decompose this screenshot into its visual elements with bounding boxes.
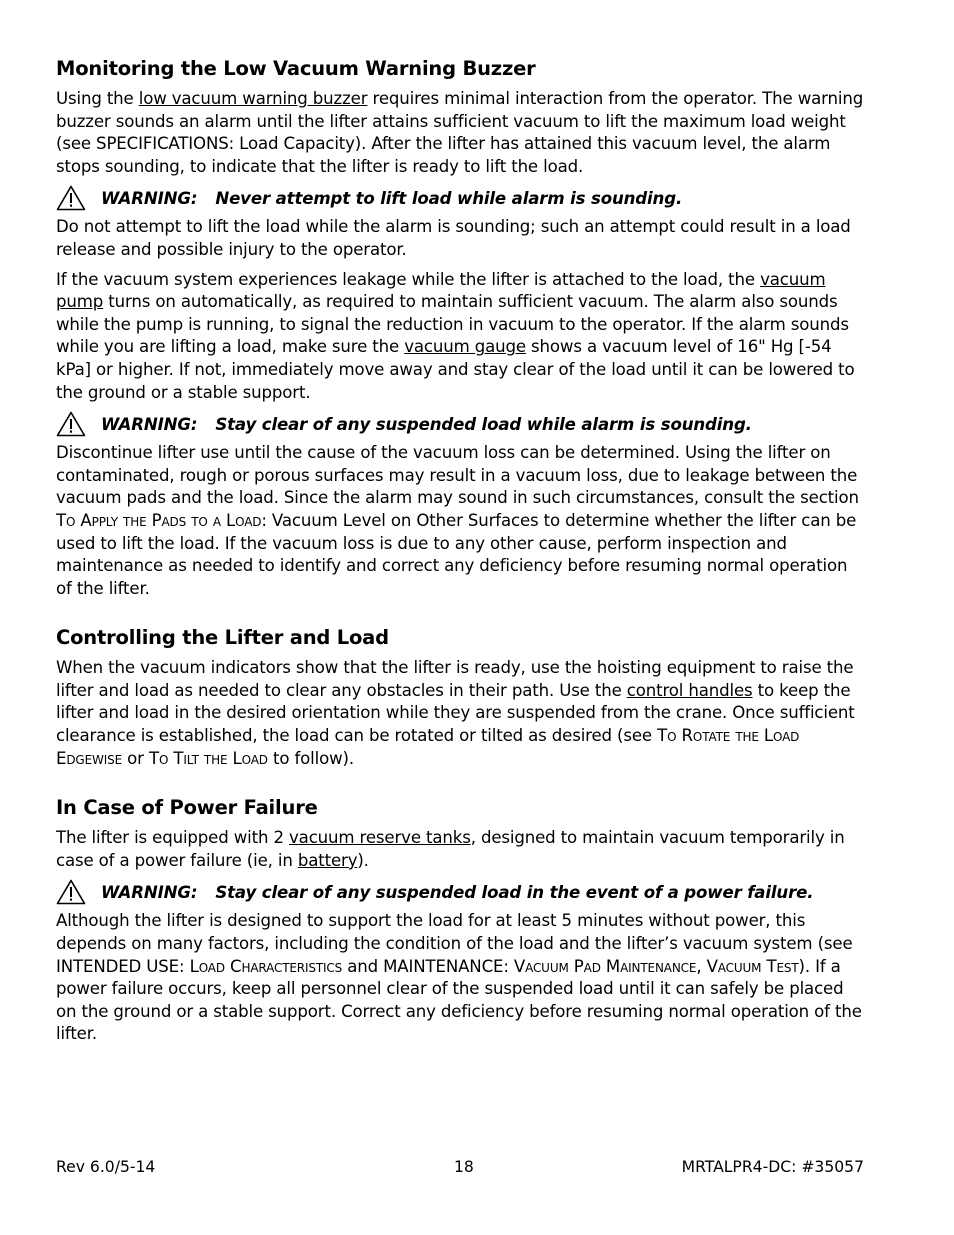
term-vacuum-reserve-tanks: vacuum reserve tanks xyxy=(289,828,471,848)
paragraph: Using the low vacuum warning buzzer requires minimal interaction from the operator. The warning buzzer sounds an alarm until the lifter attains sufficient vacuum to lift the maximum load weight (see SPECIFICATIONS: Load Capacity). After the lifter has attained this vacuum level, the alarm stops sounding, to indicate that the lifter is ready to lift the load. xyxy=(56,89,864,176)
document-page xyxy=(56,56,866,1053)
warning-triangle-icon xyxy=(56,185,86,211)
paragraph: If the vacuum system experiences leakage while the lifter is attached to the load, the vacuum pump turns on automatically, as required to maintain sufficient vacuum. The alarm also sounds while the pump is running, to signal the reduction in vacuum to the operator. If the alarm sounds while you are lifting a load, make sure the vacuum gauge shows a vacuum level of 16" Hg [-54 kPa] or higher. If not, immediately move away and stay clear of the load until it can be lowered to the ground or a stable support. xyxy=(56,269,855,402)
warning-triangle-icon xyxy=(56,879,86,905)
paragraph: The lifter is equipped with 2 vacuum reserve tanks, designed to maintain vacuum temporarily in case of a power failure (ie, in battery). xyxy=(56,828,845,870)
section-title-low-vacuum-buzzer: Monitoring the Low Vacuum Warning Buzzer xyxy=(56,57,536,80)
paragraph: Although the lifter is designed to support the load for at least 5 minutes without power, this depends on many factors, including the condition of the load and the lifter’s vacuum system (see INTENDED USE: Load Characteristics and MAINTENANCE: Vacuum Pad Maintenance, Vacuum Test). If a power failure occurs, keep all personnel clear of the suspended load until it can safely be placed on the ground or a stable support. Correct any deficiency before resuming normal operation of the lifter. xyxy=(56,911,862,1044)
term-low-vacuum-warning-buzzer: low vacuum warning buzzer xyxy=(138,89,368,108)
section-reference: Load Characteristics xyxy=(189,956,343,976)
model-number: MRTALPR4-DC: #35057 xyxy=(681,1158,864,1176)
section-reference: Vacuum Pad Maintenance, Vacuum Test xyxy=(513,956,799,976)
warning-text: WARNING: Never attempt to lift load while alarm is sounding. xyxy=(101,188,683,208)
warning-callout xyxy=(56,879,866,905)
section-title-controlling-lifter: Controlling the Lifter and Load xyxy=(56,626,389,650)
section-reference: To Tilt the Load xyxy=(148,748,268,768)
section-reference: To Apply the Pads to a Load xyxy=(56,510,262,530)
warning-callout xyxy=(56,185,866,211)
warning-text: WARNING: Stay clear of any suspended load in the event of a power failure. xyxy=(101,882,814,902)
page-number: 18 xyxy=(454,1158,474,1176)
warning-triangle-icon xyxy=(56,411,86,437)
warning-callout xyxy=(56,411,866,437)
page-footer xyxy=(56,1156,864,1178)
section-reference: To Rotate the Load Edgewise xyxy=(56,726,800,768)
paragraph: Do not attempt to lift the load while the alarm is sounding; such an attempt could result in a load release and possible injury to the operator. xyxy=(56,217,851,259)
warning-text: WARNING: Stay clear of any suspended load while alarm is sounding. xyxy=(101,414,752,434)
term-battery: battery xyxy=(297,850,358,870)
paragraph: Discontinue lifter use until the cause of the vacuum loss can be determined. Using the lifter on contaminated, rough or porous surfaces may result in a vacuum loss, due to leakage between the vacuum pads and the load. Since the alarm may sound in such circumstances, consult the section To Apply the Pads to a Load: Vacuum Level on Other Surfaces to determine whether the lifter can be used to lift the load. If the vacuum loss is due to any other cause, perform inspection and maintenance as needed to identify and correct any deficiency before resuming normal operation of the lifter. xyxy=(56,443,859,598)
term-vacuum-pump: vacuum pump xyxy=(56,269,826,312)
term-control-handles: control handles xyxy=(626,680,753,700)
paragraph: When the vacuum indicators show that the lifter is ready, use the hoisting equipment to raise the lifter and load as needed to clear any obstacles in their path. Use the control handles to keep the lifter and load in the desired orientation while they are suspended from the crane. Once sufficient clearance is established, the load can be rotated or tilted as desired (see To Rotate the Load Edgewise or To Tilt the Load to follow). xyxy=(56,658,855,768)
term-vacuum-gauge: vacuum gauge xyxy=(404,337,526,357)
section-title-power-failure: In Case of Power Failure xyxy=(56,796,318,820)
revision-label: Rev 6.0/5-14 xyxy=(56,1158,156,1176)
